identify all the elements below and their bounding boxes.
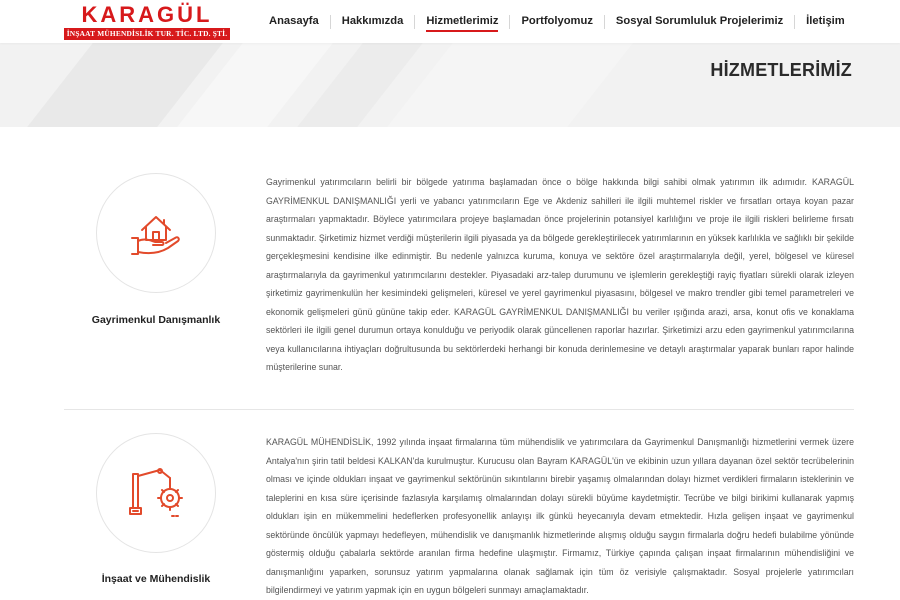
page-banner [0, 43, 900, 127]
site-header [0, 0, 900, 43]
service-icon-circle [96, 173, 216, 293]
nav-item-hizmetlerimiz[interactable]: Hizmetlerimiz [415, 0, 509, 43]
service-title: İnşaat ve Mühendislik [101, 573, 211, 585]
company-logo[interactable] [64, 3, 230, 41]
service-gayrimenkul-danismanlik [64, 170, 854, 410]
nav-item-iletisim[interactable]: İletişim [806, 15, 845, 27]
logo-subtitle: İNŞAAT MÜHENDİSLİK TUR. TİC. LTD. ŞTİ. [64, 28, 230, 40]
service-description: Gayrimenkul yatırımcıların belirli bir bölgede yatırıma başlamadan önce o bölge hakkında bilgi sahibi olmak yatırımın ilk adımıdır. KARAGÜL GAYRİMENKUL DANIŞMANLIĞI yerli ve yabancı yatırımcıların Ege ve Akdeniz sahilleri ile ilgili muhtemel riskler ve fırsatları ortaya koyan pazar araştırmaları yapmaktadır. Böylece yatırımcılara projeye başlamadan önce projelerinin potansiyel karlılığını ve proje ile ilgili riskleri belirleme fırsatı sunmaktadır. Şirketimiz hizmet verdiği müşterilerin ilgili piyasada ya da bölgede gerekleştirilecek yatırımlarının en yüksek karlılıkla ve sağlıklı bir şekilde gerçekleşmesini kendisine ilke edinmiştir. Bu nedenle yalnızca kuruma, konuya ve sektöre özel araştırmalarıyla değil, yerel, bölgesel ve küresel araştırmalarıyla da gayrimenkul yatırımcılarını destekler. Piyasadaki arz-talep durumunu ve işlemlerin gerekleştiği rayiç fiyatları sürekli olarak izleyen şirketimiz gayrimenkulün her kesimindeki gelişmeleri, küresel ve yerel gayrimenkul piyasasını, bölgesel ve makro trendler gibi temel parametreleri ve ekonomik gelişmeleri günü gününe takip eder. KARAGÜL GAYRİMENKUL DANIŞMANLIĞI bu veriler ışığında arazi, arsa, konut ofis ve konaklama sektörleri ile ilgili genel durumun ortaya konulduğu ve periyodik olarak güncellenen raporlar hazırlar. Şirketimizi arzu eden gayrimenkul yatırımcılarına veya kullanıcılarına ihtiyaçları doğrultusunda bu sektörlerdeki herhangi bir konuda derinlemesine ve detaylı araştırmalar yaparak bunları rapor halinde müşterilerine sunar. [266, 177, 854, 372]
nav-item-hakkimizda[interactable]: Hakkımızda [341, 15, 404, 27]
nav-item-portfolyomuz[interactable]: Portfolyomuz [521, 15, 593, 27]
service-insaat-muhendislik [64, 430, 854, 600]
service-title: Gayrimenkul Danışmanlık [91, 314, 221, 326]
service-description: KARAGÜL MÜHENDİSLİK, 1992 yılında inşaat firmalarına tüm mühendislik ve yatırımcılara da Gayrimenkul Danışmanlığı hizmetlerini vermek üzere Antalya'nın şirin tatil beldesi KALKAN'da kurulmuştur. Kurucusu olan Bayram KARAGÜL'ün ve ekibinin uzun yıllara dayanan özel sektör tecrübelerinin olması ve içinde oldukları inşaat ve gayrimenkul sektörünün sıkıntılarını birebir yaşamış olmalarından dolayı hizmet verdikleri firmaların isteklerinin ve taleplerini en kısa süre içerisinde fazlasıyla karşılamış olmalarından dolayı sürekli büyüme kaydetmiştir. Tecrübe ve bilgi birikimi kullanarak yapmış oldukları işin en mükemmelini hedeflerken profesyonellik anlayışı ilk günkü heyecanıyla devam etmektedir. Hızla gelişen inşaat ve gayrimenkul sektöründe öncülük yapmayı hedefleyen, mühendislik ve danışmanlık hizmetlerinde alışmış olduğu saygın firmalarla doğru hedefi bulabilme yönünde göstermiş olduğu çabalarla sektörde aranılan firma hedefine ulaşmıştır. Firmamız, Türkiye çapında çalışan inşaat firmalarının mühendisliğini ve danışmanlığını yaparken, sorunsuz yatırım yapmalarına olanak sağlamak için tüm öz verisiyle çalışmaktadır. Sosyal projelerle yatırımcıları bilgilendirmeyi ve yatırım yapmak için en uygun bölgeleri sunmayı amaçlamaktadır. [266, 437, 854, 595]
page-title: HİZMETLERİMİZ [710, 60, 852, 80]
main-nav [258, 0, 856, 43]
service-icon-circle [96, 433, 216, 553]
nav-item-sosyal-sorumluluk[interactable]: Sosyal Sorumluluk Projelerimiz [615, 15, 784, 27]
logo-name: KARAGÜL [81, 2, 213, 27]
banner-decoration [387, 43, 633, 127]
house-in-hand-icon [128, 208, 184, 258]
nav-item-anasayfa[interactable]: Anasayfa [269, 15, 319, 27]
crane-gear-icon [126, 466, 186, 520]
